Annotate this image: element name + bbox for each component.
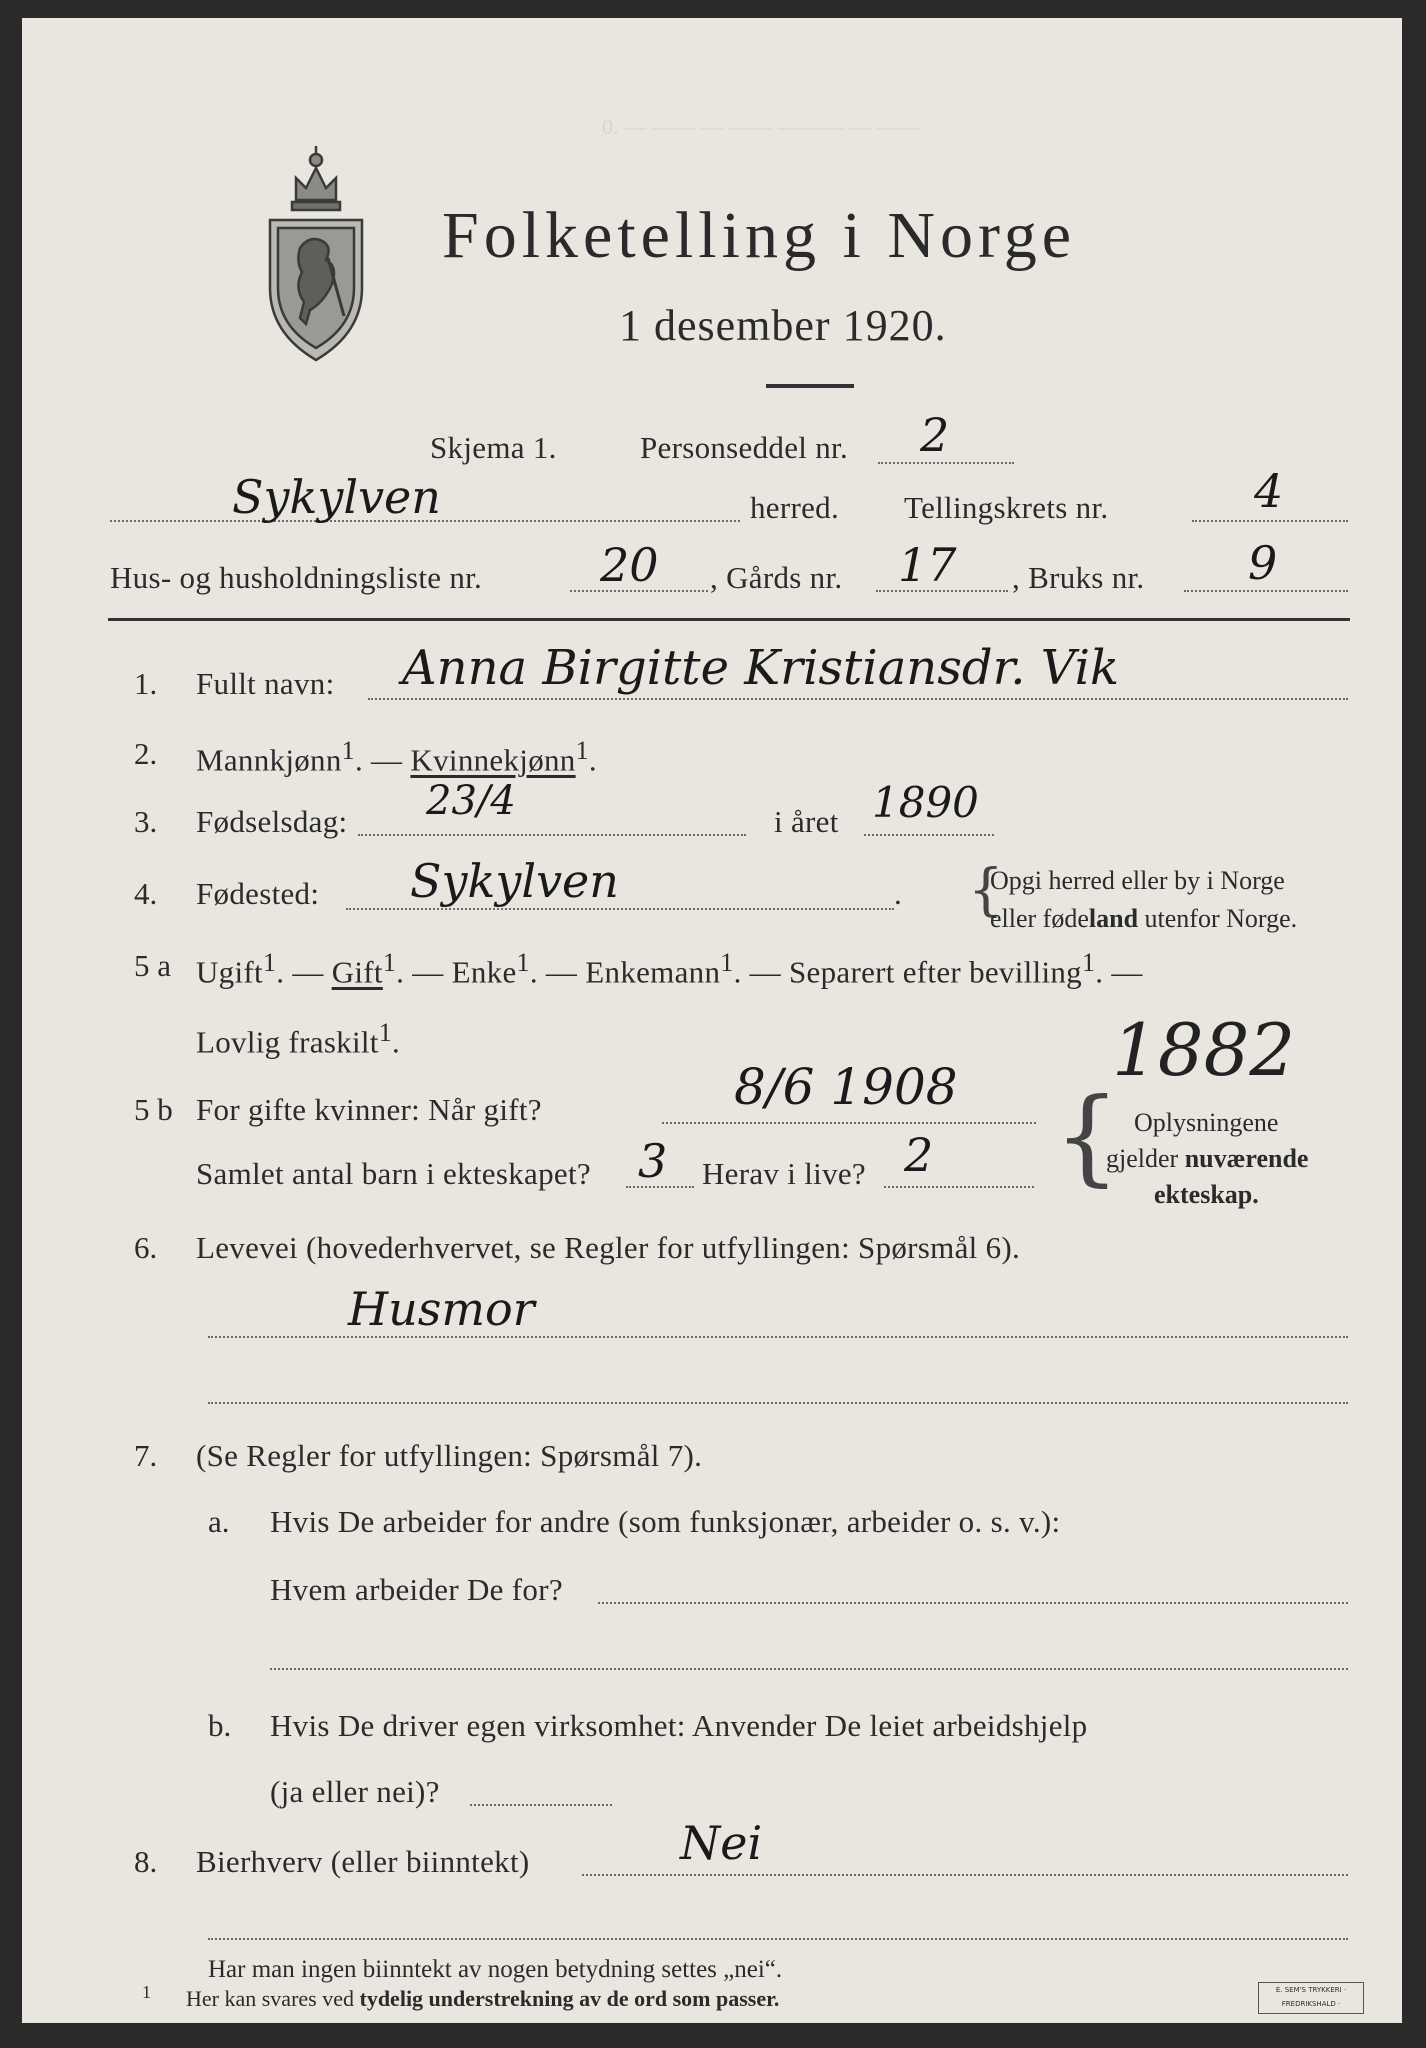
bruks-line	[1184, 590, 1348, 592]
q3-number: 3.	[134, 804, 158, 839]
q7a-line1	[598, 1602, 1348, 1604]
q7a-letter: a.	[208, 1504, 230, 1539]
gards-label: , Gårds nr.	[710, 560, 843, 595]
q6-number: 6.	[134, 1230, 158, 1265]
bruks-label: , Bruks nr.	[1012, 560, 1145, 595]
year-label: i året	[774, 804, 839, 839]
coat-of-arms-icon	[266, 138, 366, 363]
q5a-gift-underlined: Gift	[331, 954, 383, 990]
header-rule	[108, 618, 1350, 621]
tellingskrets-label: Tellingskrets nr.	[904, 490, 1109, 525]
q4-number: 4.	[134, 876, 158, 911]
q5b-brace: {	[1054, 1075, 1121, 1197]
q5b-note-line2: gjelder nuværende	[1106, 1144, 1309, 1173]
handwritten-annotation: 1882	[1112, 1008, 1296, 1092]
nei-note: Har man ingen biinntekt av nogen betydning settes „nei“.	[208, 1956, 783, 1983]
full-name-value: Anna Birgitte Kristiansdr. Vik	[402, 640, 1120, 696]
marriage-date-value: 8/6 1908	[734, 1058, 958, 1116]
bruks-value: 9	[1248, 536, 1278, 590]
q7-label: (Se Regler for utfyllingen: Spørsmål 7).	[196, 1438, 703, 1473]
q4-note-line2: eller fødeland utenfor Norge.	[990, 904, 1298, 933]
q7b-line	[470, 1804, 612, 1806]
skjema-label: Skjema 1.	[430, 430, 557, 465]
birthdate-value: 23/4	[426, 778, 516, 824]
q1-line	[368, 698, 1348, 700]
q7b-label: Hvis De driver egen virksomhet: Anvender De leiet arbeidshjelp	[270, 1708, 1088, 1743]
q2-number: 2.	[134, 736, 158, 771]
q6-line2	[208, 1402, 1348, 1404]
q8-label: Bierhverv (eller biinntekt)	[196, 1844, 530, 1879]
q5b-number: 5 b	[134, 1092, 173, 1127]
q5b-note-line1: Oplysningene	[1134, 1108, 1279, 1137]
q8-number: 8.	[134, 1844, 158, 1879]
form-title: Folketelling i Norge	[442, 199, 1077, 272]
q1-number: 1.	[134, 666, 158, 701]
q1-label: Fullt navn:	[196, 666, 335, 701]
birthyear-value: 1890	[872, 778, 979, 827]
q8-line2	[208, 1938, 1348, 1940]
q7a-label: Hvis De arbeider for andre (som funksjonær, arbeider o. s. v.):	[270, 1504, 1061, 1539]
birthplace-value: Sykylven	[410, 854, 619, 908]
occupation-value: Husmor	[348, 1282, 535, 1336]
q7a-question: Hvem arbeider De for?	[270, 1572, 563, 1607]
gards-value: 17	[898, 538, 957, 592]
q5a-options: Ugift$^1$. — Gift$^1$. — Enke$^1$. — Enkemann$^1$. — Separert efter bevilling$^1$. —	[196, 948, 1143, 990]
footnote-marker: 1	[142, 1982, 151, 2002]
q7b-question: (ja eller nei)?	[270, 1774, 440, 1809]
q4-dot: .	[894, 876, 903, 911]
personseddel-value: 2	[920, 408, 950, 462]
q2-options: Mannkjønn$^1$. — Kvinnekjønn$^1$.	[196, 736, 597, 778]
q4-label: Fødested:	[196, 876, 320, 911]
footnote-text: Her kan svares ved tydelig understrekning av de ord som passer.	[186, 1986, 780, 2011]
q2-female-underlined: Kvinnekjønn	[410, 742, 576, 778]
q6-line1	[208, 1336, 1348, 1338]
personseddel-label: Personseddel nr.	[640, 430, 848, 465]
q8-line1	[582, 1874, 1348, 1876]
q5a-line2: Lovlig fraskilt$^1$.	[196, 1018, 401, 1060]
personseddel-line	[878, 462, 1014, 464]
children-label: Samlet antal barn i ekteskapet?	[196, 1156, 591, 1191]
tellingskrets-line	[1192, 520, 1348, 522]
q7a-line2	[270, 1668, 1348, 1670]
side-income-value: Nei	[680, 1816, 763, 1870]
printer-stamp: E. SEM'S TRYKKERI · FREDRIKSHALD ·	[1258, 1982, 1364, 2014]
show-through-text: 0. — —— — —— ——— — ——	[602, 114, 921, 139]
census-form-sheet	[22, 18, 1402, 2023]
children-value: 3	[638, 1134, 668, 1188]
herred-value: Sykylven	[232, 470, 441, 524]
alive-value: 2	[904, 1128, 934, 1182]
q4-line	[346, 908, 894, 910]
q4-brace: {	[968, 858, 1004, 923]
tellingskrets-value: 4	[1254, 464, 1284, 518]
q5b-note-line3: ekteskap.	[1154, 1180, 1259, 1209]
q5a-number: 5 a	[134, 948, 172, 983]
q5b-line	[662, 1122, 1036, 1124]
q3-label: Fødselsdag:	[196, 804, 348, 839]
q6-label: Levevei (hovederhvervet, se Regler for utfyllingen: Spørsmål 6).	[196, 1230, 1021, 1265]
census-date: 1 desember 1920.	[619, 301, 947, 350]
title-divider	[766, 384, 854, 388]
year-line	[864, 834, 994, 836]
q7b-letter: b.	[208, 1708, 232, 1743]
herred-label: herred.	[750, 490, 840, 525]
q7-number: 7.	[134, 1438, 158, 1473]
alive-label: Herav i live?	[702, 1156, 866, 1191]
hus-label: Hus- og husholdningsliste nr.	[110, 560, 483, 595]
q4-note-line1: Opgi herred eller by i Norge	[990, 866, 1285, 895]
q3-line	[358, 834, 746, 836]
hus-value: 20	[600, 538, 659, 592]
alive-line	[884, 1186, 1034, 1188]
q5b-label: For gifte kvinner: Når gift?	[196, 1092, 542, 1127]
